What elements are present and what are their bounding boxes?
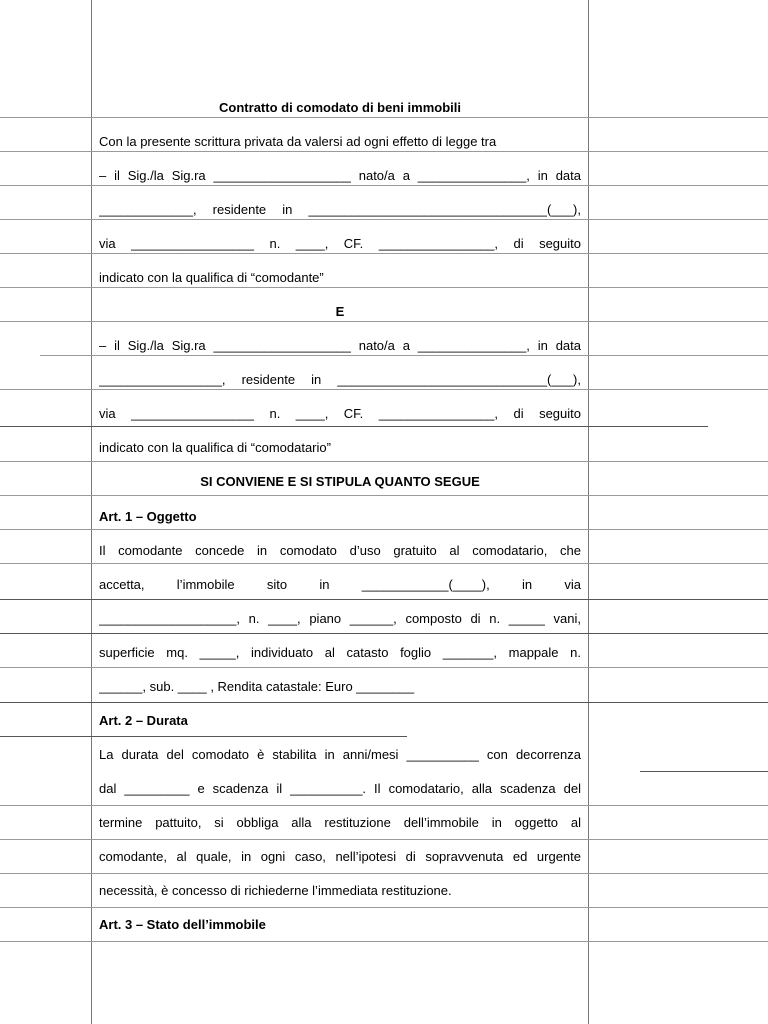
rule-line: [0, 633, 768, 634]
rule-line: [0, 736, 407, 737]
document-line: ___________________, n. ____, piano ______, composto di n. _____ vani,: [99, 611, 581, 626]
document-line: indicato con la qualifica di “comodatario”: [99, 440, 331, 455]
rule-line: [0, 599, 768, 600]
rule-line: [0, 219, 768, 220]
article-heading: Art. 1 – Oggetto: [99, 509, 197, 524]
document-line: Il comodante concede in comodato d’uso gratuito al comodatario, che: [99, 543, 581, 558]
article-heading: Art. 3 – Stato dell’immobile: [99, 917, 266, 932]
document-line: via _________________ n. ____, CF. ________________, di seguito: [99, 236, 581, 251]
separator-e: E: [335, 304, 345, 319]
document-line: – il Sig./la Sig.ra ___________________ nato/a a _______________, in data: [99, 338, 581, 353]
rule-line: [0, 253, 768, 254]
document-line: termine pattuito, si obbliga alla restituzione dell’immobile in oggetto al: [99, 815, 581, 830]
rule-line: [0, 873, 768, 874]
document-line: _________________, residente in _____________________________(___),: [99, 372, 581, 387]
section-heading: SI CONVIENE E SI STIPULA QUANTO SEGUE: [200, 474, 480, 489]
document-line: superficie mq. _____, individuato al catasto foglio _______, mappale n.: [99, 645, 581, 660]
rule-line: [640, 771, 768, 772]
rule-line: [0, 907, 768, 908]
rule-line: [0, 839, 768, 840]
rule-line: [0, 667, 768, 668]
rule-line: [0, 805, 768, 806]
rule-line: [0, 151, 768, 152]
rule-line: [0, 287, 768, 288]
rule-line: [0, 563, 768, 564]
right-margin-line: [588, 0, 589, 1024]
document-line: necessità, è concesso di richiederne l’immediata restituzione.: [99, 883, 452, 898]
document-line: – il Sig./la Sig.ra ___________________ nato/a a _______________, in data: [99, 168, 581, 183]
rule-line: [0, 389, 768, 390]
document-title: Contratto di comodato di beni immobili: [219, 100, 461, 115]
document-line: accetta, l’immobile sito in ____________(____), in via: [99, 577, 581, 592]
rule-line: [0, 426, 708, 427]
document-line: via _________________ n. ____, CF. ________________, di seguito: [99, 406, 581, 421]
document-line: _____________, residente in _________________________________(___),: [99, 202, 581, 217]
rule-line: [0, 461, 768, 462]
rule-line: [0, 941, 768, 942]
rule-line: [0, 702, 768, 703]
document-line: dal _________ e scadenza il __________. Il comodatario, alla scadenza del: [99, 781, 581, 796]
rule-line: [0, 495, 768, 496]
rule-line: [0, 185, 768, 186]
document-line: indicato con la qualifica di “comodante”: [99, 270, 324, 285]
document-line: Con la presente scrittura privata da valersi ad ogni effetto di legge tra: [99, 134, 497, 149]
article-heading: Art. 2 – Durata: [99, 713, 188, 728]
document-line: comodante, al quale, in ogni caso, nell’ipotesi di sopravvenuta ed urgente: [99, 849, 581, 864]
left-margin-line: [91, 0, 92, 1024]
document-line: La durata del comodato è stabilita in anni/mesi __________ con decorrenza: [99, 747, 581, 762]
rule-line: [0, 117, 768, 118]
rule-line: [0, 529, 768, 530]
document-line: ______, sub. ____ , Rendita catastale: Euro ________: [99, 679, 415, 694]
rule-line: [40, 355, 768, 356]
rule-line: [0, 321, 768, 322]
